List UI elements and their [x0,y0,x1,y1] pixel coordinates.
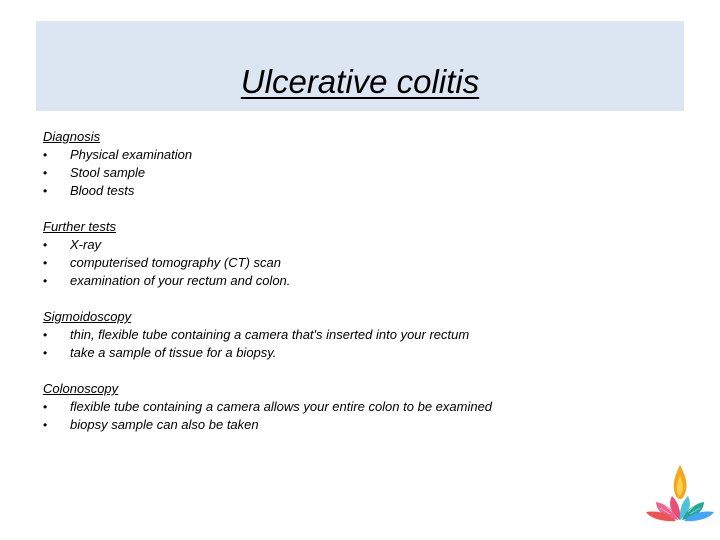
bullet-list [43,398,643,434]
bullet-icon: • [43,184,48,198]
bullet-icon: • [43,166,48,180]
bullet-icon: • [43,238,48,252]
bullet-icon: • [43,418,48,432]
bullet-list [43,236,643,290]
section-further-tests [43,218,643,290]
list-item: • computerised tomography (CT) scan [43,255,281,270]
bullet-icon: • [43,256,48,270]
section-heading: Further tests [43,219,116,234]
list-item: • X-ray [43,237,102,252]
section-sigmoidoscopy [43,308,643,362]
list-item: • take a sample of tissue for a biopsy. [43,345,277,360]
slide-content [43,128,643,452]
list-item: • biopsy sample can also be taken [43,417,259,432]
section-heading: Diagnosis [43,129,101,144]
list-item: • Blood tests [43,183,135,198]
logo-graphic [640,462,720,528]
section-heading: Colonoscopy [43,381,119,396]
lotus-flame-logo-icon [640,462,720,540]
list-item: • Stool sample [43,165,146,180]
bullet-icon: • [43,328,48,342]
list-item: • thin, flexible tube containing a camera that's inserted into your rectum [43,327,470,342]
list-item: • Physical examination [43,147,193,162]
bullet-icon: • [43,400,48,414]
bullet-icon: • [43,274,48,288]
bullet-list [43,326,643,362]
page-title: Ulcerative colitis [240,63,480,100]
bullet-list [43,146,643,200]
section-diagnosis [43,128,643,200]
section-colonoscopy [43,380,643,434]
title-banner [36,21,684,111]
section-heading: Sigmoidoscopy [43,309,132,324]
list-item: • flexible tube containing a camera allows your entire colon to be examined [43,399,493,414]
list-item: • examination of your rectum and colon. [43,273,291,288]
bullet-icon: • [43,148,48,162]
bullet-icon: • [43,346,48,360]
